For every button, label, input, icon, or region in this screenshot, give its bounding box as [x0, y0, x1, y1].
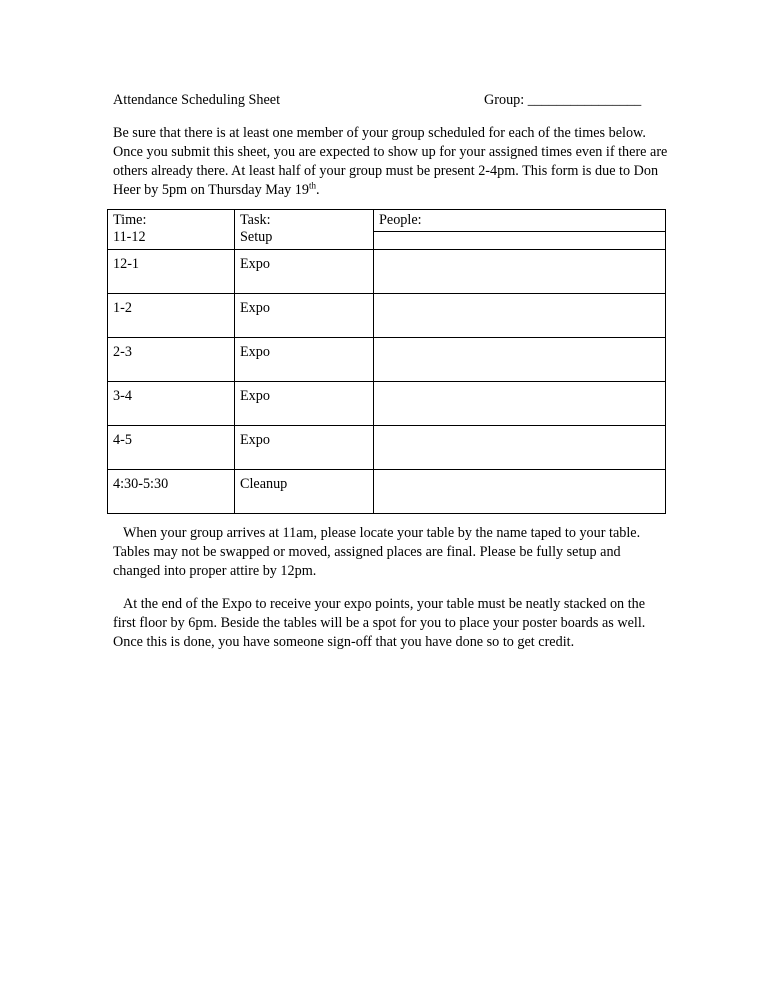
cleanup-text: At the end of the Expo to receive your expo points, your table must be neatly stacked on the first floor by 6pm. Beside the tables will be a spot for you to place your poster boards as well. Once this is done, you have someone sign-off that you have done so to get credit. [113, 596, 646, 650]
table-row [108, 250, 666, 294]
people-cell[interactable] [374, 210, 666, 250]
title-row [113, 91, 673, 111]
intro-text-end: . [315, 182, 320, 198]
table-row [108, 294, 666, 338]
group-field-label: Group: ________________ [484, 92, 642, 108]
task-cell: Expo [235, 338, 374, 382]
time-cell [108, 210, 235, 250]
time-cell: 4-5 [108, 426, 235, 470]
table-row [108, 210, 666, 250]
table-row [108, 470, 666, 514]
people-cell[interactable] [374, 250, 666, 294]
time-cell: 4:30-5:30 [108, 470, 235, 514]
people-cell[interactable] [374, 338, 666, 382]
task-cell: Expo [235, 294, 374, 338]
intro-paragraph [113, 124, 673, 200]
table-row [108, 382, 666, 426]
task-cell: Expo [235, 382, 374, 426]
task-cell: Cleanup [235, 470, 374, 514]
task-value: Setup [240, 229, 273, 245]
people-cell[interactable] [374, 470, 666, 514]
people-header: People: [374, 210, 665, 232]
arrival-text: When your group arrives at 11am, please locate your table by the name taped to your table. Tables may not be swapped or moved, assigned places are final. Please be fully setup and changed into proper attire by 12pm. [113, 525, 641, 579]
task-cell: Expo [235, 426, 374, 470]
page-title: Attendance Scheduling Sheet [113, 92, 281, 108]
time-value: 11-12 [113, 229, 146, 245]
table-row [108, 338, 666, 382]
task-cell [235, 210, 374, 250]
time-cell: 1-2 [108, 294, 235, 338]
time-header: Time: [113, 212, 147, 228]
people-cell[interactable] [374, 382, 666, 426]
task-cell: Expo [235, 250, 374, 294]
intro-text: Be sure that there is at least one member of your group scheduled for each of the times below. Once you submit this sheet, you are expected to show up for your assigned times even if there are others already there. At least half of your group must be present 2-4pm. This form is due to Don Heer by 5pm on Thursday May 19 [113, 125, 668, 198]
arrival-paragraph [113, 524, 669, 581]
cleanup-paragraph [113, 595, 669, 652]
task-header: Task: [240, 212, 271, 228]
table-row [108, 426, 666, 470]
time-cell: 3-4 [108, 382, 235, 426]
time-cell: 12-1 [108, 250, 235, 294]
intro-superscript: th [308, 180, 316, 191]
people-cell[interactable] [374, 426, 666, 470]
time-cell: 2-3 [108, 338, 235, 382]
people-cell[interactable] [374, 294, 666, 338]
schedule-table [107, 209, 666, 514]
